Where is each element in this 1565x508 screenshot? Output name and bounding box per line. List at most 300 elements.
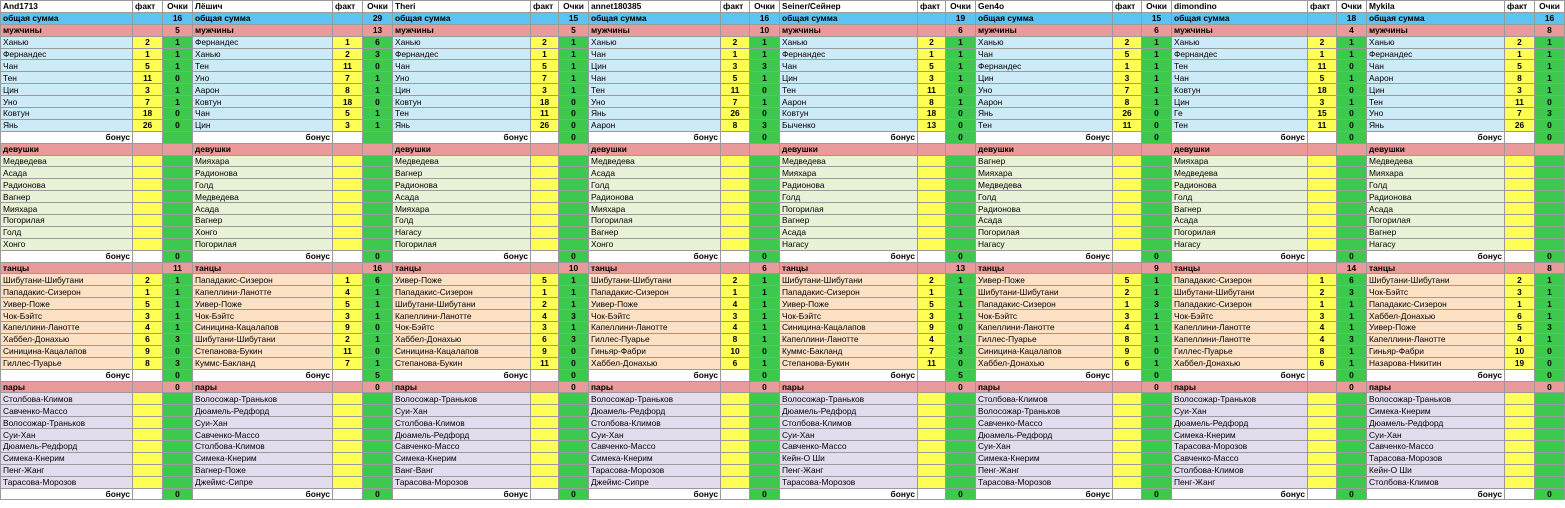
points-cell[interactable] bbox=[1535, 179, 1565, 191]
fact-cell[interactable]: 4 bbox=[721, 322, 750, 334]
skater-name-cell[interactable]: Цин bbox=[589, 60, 721, 72]
skater-name-cell[interactable]: Хонго bbox=[589, 238, 721, 250]
points-cell[interactable] bbox=[1142, 226, 1172, 238]
points-cell[interactable] bbox=[946, 452, 976, 464]
bonus-fact[interactable] bbox=[721, 250, 750, 262]
skater-name-cell[interactable]: Нагасу bbox=[780, 238, 918, 250]
points-cell[interactable]: 1 bbox=[1142, 36, 1172, 48]
points-cell[interactable]: 0 bbox=[1142, 345, 1172, 357]
skater-name-cell[interactable]: Уивер-Поже bbox=[976, 274, 1113, 286]
points-cell[interactable]: 3 bbox=[163, 333, 193, 345]
skater-name-cell[interactable]: Радионова bbox=[193, 167, 333, 179]
skater-name-cell[interactable]: Тен bbox=[1172, 60, 1308, 72]
fact-cell[interactable] bbox=[531, 238, 559, 250]
fact-cell[interactable]: 1 bbox=[1113, 60, 1142, 72]
skater-name-cell[interactable]: Дюамель-Редфорд bbox=[589, 405, 721, 417]
bonus-fact[interactable] bbox=[1308, 131, 1337, 143]
fact-cell[interactable]: 1 bbox=[531, 286, 559, 298]
fact-cell[interactable] bbox=[1308, 429, 1337, 441]
points-cell[interactable]: 6 bbox=[363, 36, 393, 48]
fact-cell[interactable] bbox=[721, 238, 750, 250]
skater-name-cell[interactable]: Аарон bbox=[976, 96, 1113, 108]
fact-cell[interactable] bbox=[721, 167, 750, 179]
fact-cell[interactable] bbox=[1505, 429, 1535, 441]
skater-name-cell[interactable]: Капеллини-Ланотте bbox=[1, 322, 133, 334]
points-cell[interactable]: 1 bbox=[1142, 274, 1172, 286]
skater-name-cell[interactable]: Столбова-Климов bbox=[1367, 476, 1505, 488]
points-cell[interactable]: 3 bbox=[1337, 286, 1367, 298]
skater-name-cell[interactable]: Шибутани-Шибутани bbox=[1, 274, 133, 286]
skater-name-cell[interactable]: Янь bbox=[393, 119, 531, 131]
fact-cell[interactable] bbox=[1113, 476, 1142, 488]
points-cell[interactable]: 1 bbox=[1535, 84, 1565, 96]
points-cell[interactable]: 1 bbox=[163, 96, 193, 108]
fact-cell[interactable]: 7 bbox=[333, 72, 363, 84]
fact-cell[interactable] bbox=[918, 226, 946, 238]
fact-cell[interactable] bbox=[133, 215, 163, 227]
skater-name-cell[interactable]: Кейн-О Ши bbox=[780, 452, 918, 464]
bonus-points[interactable]: 0 bbox=[946, 488, 976, 500]
fact-cell[interactable] bbox=[133, 226, 163, 238]
fact-cell[interactable]: 11 bbox=[133, 72, 163, 84]
points-cell[interactable] bbox=[750, 155, 780, 167]
bonus-fact[interactable] bbox=[531, 488, 559, 500]
fact-cell[interactable] bbox=[1308, 476, 1337, 488]
skater-name-cell[interactable]: Погорилая bbox=[976, 226, 1113, 238]
fact-cell[interactable] bbox=[133, 203, 163, 215]
points-cell[interactable]: 1 bbox=[1535, 298, 1565, 310]
fact-cell[interactable]: 4 bbox=[1505, 333, 1535, 345]
points-cell[interactable]: 1 bbox=[1142, 286, 1172, 298]
bonus-points[interactable]: 0 bbox=[1535, 369, 1565, 381]
skater-name-cell[interactable]: Тарасова-Морозов bbox=[1172, 440, 1308, 452]
skater-name-cell[interactable]: Радионова bbox=[780, 179, 918, 191]
fact-cell[interactable]: 11 bbox=[1505, 96, 1535, 108]
points-cell[interactable] bbox=[1337, 191, 1367, 203]
points-cell[interactable] bbox=[363, 179, 393, 191]
skater-name-cell[interactable]: Цин bbox=[1172, 96, 1308, 108]
fact-cell[interactable]: 4 bbox=[918, 333, 946, 345]
points-cell[interactable]: 1 bbox=[163, 36, 193, 48]
points-cell[interactable] bbox=[163, 215, 193, 227]
bonus-fact[interactable] bbox=[918, 131, 946, 143]
skater-name-cell[interactable]: Симека-Кнерим bbox=[193, 452, 333, 464]
fact-cell[interactable] bbox=[918, 452, 946, 464]
skater-name-cell[interactable]: Голд bbox=[193, 179, 333, 191]
skater-name-cell[interactable]: Капеллини-Ланотте bbox=[1172, 333, 1308, 345]
points-cell[interactable]: 1 bbox=[163, 84, 193, 96]
points-cell[interactable] bbox=[946, 429, 976, 441]
skater-name-cell[interactable]: Медведева bbox=[976, 179, 1113, 191]
points-cell[interactable]: 1 bbox=[1337, 72, 1367, 84]
fact-cell[interactable] bbox=[918, 464, 946, 476]
fact-cell[interactable] bbox=[133, 417, 163, 429]
skater-name-cell[interactable]: Суи-Хан bbox=[1172, 405, 1308, 417]
fact-cell[interactable]: 11 bbox=[333, 60, 363, 72]
skater-name-cell[interactable]: Уно bbox=[393, 72, 531, 84]
points-cell[interactable]: 1 bbox=[163, 274, 193, 286]
fact-cell[interactable] bbox=[133, 393, 163, 405]
points-cell[interactable]: 0 bbox=[750, 345, 780, 357]
fact-cell[interactable] bbox=[333, 452, 363, 464]
fact-cell[interactable] bbox=[1308, 238, 1337, 250]
points-cell[interactable]: 1 bbox=[750, 310, 780, 322]
fact-cell[interactable] bbox=[1113, 226, 1142, 238]
skater-name-cell[interactable]: Погорилая bbox=[1, 215, 133, 227]
skater-name-cell[interactable]: Степанова-Букин bbox=[393, 357, 531, 369]
points-cell[interactable] bbox=[1337, 155, 1367, 167]
skater-name-cell[interactable]: Суи-Хан bbox=[1367, 429, 1505, 441]
fact-cell[interactable] bbox=[721, 429, 750, 441]
fact-cell[interactable]: 1 bbox=[333, 274, 363, 286]
fact-cell[interactable]: 2 bbox=[1505, 274, 1535, 286]
points-cell[interactable] bbox=[750, 203, 780, 215]
fact-cell[interactable]: 10 bbox=[721, 345, 750, 357]
fact-cell[interactable]: 18 bbox=[1308, 84, 1337, 96]
points-cell[interactable]: 0 bbox=[946, 84, 976, 96]
skater-name-cell[interactable]: Чан bbox=[976, 48, 1113, 60]
points-cell[interactable]: 1 bbox=[946, 310, 976, 322]
fact-cell[interactable]: 5 bbox=[531, 60, 559, 72]
skater-name-cell[interactable]: Тен bbox=[976, 119, 1113, 131]
skater-name-cell[interactable]: Волосожар-Траньков bbox=[1, 417, 133, 429]
points-cell[interactable] bbox=[163, 179, 193, 191]
skater-name-cell[interactable]: Ковтун bbox=[1, 108, 133, 120]
points-cell[interactable]: 1 bbox=[163, 48, 193, 60]
skater-name-cell[interactable]: Вагнер bbox=[976, 155, 1113, 167]
fact-cell[interactable] bbox=[333, 429, 363, 441]
fact-cell[interactable] bbox=[531, 179, 559, 191]
skater-name-cell[interactable]: Ханью bbox=[1367, 36, 1505, 48]
skater-name-cell[interactable]: Погорилая bbox=[193, 238, 333, 250]
bonus-fact[interactable] bbox=[133, 488, 163, 500]
points-cell[interactable] bbox=[1142, 191, 1172, 203]
bonus-points[interactable]: 0 bbox=[750, 369, 780, 381]
fact-cell[interactable] bbox=[1505, 393, 1535, 405]
skater-name-cell[interactable]: Медведева bbox=[193, 191, 333, 203]
points-cell[interactable] bbox=[1535, 464, 1565, 476]
bonus-points[interactable]: 5 bbox=[363, 369, 393, 381]
skater-name-cell[interactable]: Вагнер bbox=[193, 215, 333, 227]
skater-name-cell[interactable]: Цин bbox=[1, 84, 133, 96]
skater-name-cell[interactable]: Радионова bbox=[393, 179, 531, 191]
points-cell[interactable] bbox=[163, 203, 193, 215]
skater-name-cell[interactable]: Асада bbox=[780, 226, 918, 238]
fact-cell[interactable] bbox=[918, 393, 946, 405]
points-cell[interactable]: 1 bbox=[559, 298, 589, 310]
points-cell[interactable] bbox=[1142, 167, 1172, 179]
points-cell[interactable] bbox=[1535, 405, 1565, 417]
points-cell[interactable] bbox=[1535, 167, 1565, 179]
fact-cell[interactable] bbox=[1113, 393, 1142, 405]
fact-cell[interactable]: 6 bbox=[1505, 310, 1535, 322]
skater-name-cell[interactable]: Уно bbox=[1, 96, 133, 108]
fact-cell[interactable]: 6 bbox=[721, 357, 750, 369]
fact-cell[interactable]: 2 bbox=[918, 36, 946, 48]
skater-name-cell[interactable]: Пенг-Жанг bbox=[780, 464, 918, 476]
fact-cell[interactable] bbox=[531, 440, 559, 452]
fact-cell[interactable] bbox=[1308, 417, 1337, 429]
points-cell[interactable]: 3 bbox=[946, 345, 976, 357]
points-cell[interactable] bbox=[750, 405, 780, 417]
skater-name-cell[interactable]: Мияхара bbox=[193, 155, 333, 167]
bonus-points[interactable]: 0 bbox=[1142, 369, 1172, 381]
skater-name-cell[interactable]: Пападакис-Сизерон bbox=[1367, 298, 1505, 310]
fact-cell[interactable] bbox=[333, 476, 363, 488]
fact-cell[interactable] bbox=[531, 191, 559, 203]
bonus-points[interactable]: 0 bbox=[1535, 131, 1565, 143]
skater-name-cell[interactable]: Капеллини-Ланотте bbox=[780, 333, 918, 345]
fact-cell[interactable]: 3 bbox=[133, 84, 163, 96]
skater-name-cell[interactable]: Тарасова-Морозов bbox=[1, 476, 133, 488]
fact-cell[interactable]: 8 bbox=[918, 96, 946, 108]
fact-cell[interactable]: 8 bbox=[1113, 333, 1142, 345]
fact-cell[interactable]: 2 bbox=[1505, 36, 1535, 48]
points-cell[interactable] bbox=[1142, 429, 1172, 441]
skater-name-cell[interactable]: Пападакис-Сизерон bbox=[1172, 298, 1308, 310]
fact-cell[interactable] bbox=[133, 429, 163, 441]
fact-cell[interactable]: 8 bbox=[1113, 96, 1142, 108]
skater-name-cell[interactable]: Уивер-Поже bbox=[193, 298, 333, 310]
skater-name-cell[interactable]: Фернандес bbox=[1367, 48, 1505, 60]
fact-cell[interactable] bbox=[333, 167, 363, 179]
fact-cell[interactable] bbox=[1308, 215, 1337, 227]
points-cell[interactable] bbox=[163, 191, 193, 203]
fact-cell[interactable] bbox=[133, 167, 163, 179]
fact-cell[interactable]: 18 bbox=[133, 108, 163, 120]
skater-name-cell[interactable]: Гиньяр-Фабри bbox=[1367, 345, 1505, 357]
skater-name-cell[interactable]: Тен bbox=[780, 84, 918, 96]
skater-name-cell[interactable]: Назарова-Никитин bbox=[1367, 357, 1505, 369]
skater-name-cell[interactable]: Синицина-Кацалапов bbox=[393, 345, 531, 357]
bonus-fact[interactable] bbox=[531, 250, 559, 262]
points-cell[interactable]: 1 bbox=[1337, 345, 1367, 357]
skater-name-cell[interactable]: Джеймс-Сипре bbox=[589, 476, 721, 488]
bonus-fact[interactable] bbox=[1505, 250, 1535, 262]
fact-cell[interactable] bbox=[918, 179, 946, 191]
fact-cell[interactable] bbox=[1505, 405, 1535, 417]
skater-name-cell[interactable]: Пападакис-Сизерон bbox=[589, 286, 721, 298]
fact-cell[interactable]: 19 bbox=[1505, 357, 1535, 369]
points-cell[interactable] bbox=[559, 191, 589, 203]
skater-name-cell[interactable]: Цин bbox=[193, 119, 333, 131]
skater-name-cell[interactable]: Суи-Хан bbox=[780, 429, 918, 441]
points-cell[interactable] bbox=[1337, 179, 1367, 191]
skater-name-cell[interactable]: Чок-Бэйтс bbox=[1172, 310, 1308, 322]
bonus-points[interactable]: 0 bbox=[1337, 369, 1367, 381]
points-cell[interactable] bbox=[163, 226, 193, 238]
skater-name-cell[interactable]: Вагнер bbox=[780, 215, 918, 227]
points-cell[interactable]: 1 bbox=[1535, 310, 1565, 322]
skater-name-cell[interactable]: Куммс-Бакланд bbox=[193, 357, 333, 369]
skater-name-cell[interactable]: Ханью bbox=[780, 36, 918, 48]
points-cell[interactable] bbox=[1337, 464, 1367, 476]
fact-cell[interactable]: 26 bbox=[531, 119, 559, 131]
points-cell[interactable] bbox=[363, 167, 393, 179]
fact-cell[interactable]: 2 bbox=[133, 274, 163, 286]
points-cell[interactable] bbox=[1337, 405, 1367, 417]
skater-name-cell[interactable]: Тарасова-Морозов bbox=[393, 476, 531, 488]
points-cell[interactable] bbox=[1142, 393, 1172, 405]
fact-cell[interactable]: 9 bbox=[918, 322, 946, 334]
fact-cell[interactable]: 6 bbox=[1113, 357, 1142, 369]
fact-cell[interactable]: 11 bbox=[1113, 119, 1142, 131]
fact-cell[interactable] bbox=[1113, 191, 1142, 203]
bonus-points[interactable]: 0 bbox=[559, 488, 589, 500]
fact-cell[interactable]: 3 bbox=[721, 310, 750, 322]
fact-cell[interactable] bbox=[1308, 405, 1337, 417]
fact-cell[interactable]: 11 bbox=[531, 108, 559, 120]
points-cell[interactable] bbox=[1535, 429, 1565, 441]
fact-cell[interactable] bbox=[1308, 393, 1337, 405]
fact-cell[interactable] bbox=[721, 476, 750, 488]
points-cell[interactable]: 1 bbox=[1142, 84, 1172, 96]
skater-name-cell[interactable]: Асада bbox=[1367, 203, 1505, 215]
points-cell[interactable]: 1 bbox=[750, 48, 780, 60]
skater-name-cell[interactable]: Савченко-Массо bbox=[1367, 440, 1505, 452]
points-cell[interactable] bbox=[1535, 155, 1565, 167]
skater-name-cell[interactable]: Нагасу bbox=[393, 226, 531, 238]
fact-cell[interactable] bbox=[531, 215, 559, 227]
fact-cell[interactable] bbox=[333, 215, 363, 227]
points-cell[interactable]: 0 bbox=[1535, 119, 1565, 131]
points-cell[interactable]: 0 bbox=[1337, 108, 1367, 120]
fact-cell[interactable] bbox=[721, 203, 750, 215]
points-cell[interactable] bbox=[1535, 452, 1565, 464]
fact-cell[interactable] bbox=[1308, 464, 1337, 476]
skater-name-cell[interactable]: Тарасова-Морозов bbox=[589, 464, 721, 476]
points-cell[interactable] bbox=[559, 452, 589, 464]
points-cell[interactable]: 0 bbox=[1337, 84, 1367, 96]
fact-cell[interactable] bbox=[1113, 215, 1142, 227]
skater-name-cell[interactable]: Голд bbox=[393, 215, 531, 227]
points-cell[interactable] bbox=[163, 238, 193, 250]
fact-cell[interactable]: 5 bbox=[133, 60, 163, 72]
skater-name-cell[interactable]: Голд bbox=[1172, 191, 1308, 203]
points-cell[interactable]: 1 bbox=[1337, 357, 1367, 369]
bonus-points[interactable]: 0 bbox=[163, 369, 193, 381]
points-cell[interactable] bbox=[363, 393, 393, 405]
skater-name-cell[interactable]: Тарасова-Морозов bbox=[1367, 452, 1505, 464]
fact-cell[interactable] bbox=[1308, 226, 1337, 238]
skater-name-cell[interactable]: Аарон bbox=[780, 96, 918, 108]
fact-cell[interactable]: 4 bbox=[1308, 333, 1337, 345]
points-cell[interactable]: 0 bbox=[163, 345, 193, 357]
skater-name-cell[interactable]: Чок-Бэйтс bbox=[1, 310, 133, 322]
points-cell[interactable] bbox=[1535, 393, 1565, 405]
points-cell[interactable] bbox=[1337, 393, 1367, 405]
fact-cell[interactable]: 8 bbox=[721, 119, 750, 131]
fact-cell[interactable] bbox=[1113, 440, 1142, 452]
fact-cell[interactable]: 2 bbox=[918, 274, 946, 286]
fact-cell[interactable] bbox=[333, 417, 363, 429]
points-cell[interactable] bbox=[163, 405, 193, 417]
fact-cell[interactable] bbox=[133, 452, 163, 464]
fact-cell[interactable]: 2 bbox=[1113, 286, 1142, 298]
fact-cell[interactable] bbox=[333, 226, 363, 238]
points-cell[interactable]: 1 bbox=[163, 286, 193, 298]
points-cell[interactable]: 1 bbox=[559, 322, 589, 334]
points-cell[interactable]: 1 bbox=[1337, 96, 1367, 108]
skater-name-cell[interactable]: Голд bbox=[1367, 179, 1505, 191]
points-cell[interactable]: 1 bbox=[946, 96, 976, 108]
fact-cell[interactable]: 1 bbox=[133, 286, 163, 298]
skater-name-cell[interactable]: Цин bbox=[976, 72, 1113, 84]
points-cell[interactable]: 1 bbox=[1535, 286, 1565, 298]
skater-name-cell[interactable]: Савченко-Массо bbox=[193, 429, 333, 441]
skater-name-cell[interactable]: Шибутани-Шибутани bbox=[393, 298, 531, 310]
skater-name-cell[interactable]: Чок-Бэйтс bbox=[1367, 286, 1505, 298]
points-cell[interactable]: 0 bbox=[1142, 108, 1172, 120]
skater-name-cell[interactable]: Медведева bbox=[780, 155, 918, 167]
points-cell[interactable]: 1 bbox=[750, 298, 780, 310]
skater-name-cell[interactable]: Фернандес bbox=[976, 60, 1113, 72]
fact-cell[interactable]: 11 bbox=[1308, 60, 1337, 72]
fact-cell[interactable]: 15 bbox=[1308, 108, 1337, 120]
points-cell[interactable] bbox=[1142, 238, 1172, 250]
points-cell[interactable] bbox=[559, 476, 589, 488]
skater-name-cell[interactable]: Вагнер bbox=[1, 191, 133, 203]
skater-name-cell[interactable]: Гиллес-Пуарье bbox=[589, 333, 721, 345]
skater-name-cell[interactable]: Хаббел-Донахью bbox=[1172, 357, 1308, 369]
points-cell[interactable]: 0 bbox=[559, 357, 589, 369]
points-cell[interactable]: 3 bbox=[1337, 333, 1367, 345]
points-cell[interactable]: 1 bbox=[1535, 274, 1565, 286]
points-cell[interactable] bbox=[559, 429, 589, 441]
skater-name-cell[interactable]: Мияхара bbox=[976, 167, 1113, 179]
points-cell[interactable]: 1 bbox=[750, 36, 780, 48]
points-cell[interactable]: 1 bbox=[1337, 48, 1367, 60]
bonus-points[interactable] bbox=[363, 131, 393, 143]
fact-cell[interactable] bbox=[918, 203, 946, 215]
fact-cell[interactable] bbox=[1505, 417, 1535, 429]
skater-name-cell[interactable]: Шибутани-Шибутани bbox=[976, 286, 1113, 298]
fact-cell[interactable] bbox=[1113, 429, 1142, 441]
bonus-fact[interactable] bbox=[1113, 369, 1142, 381]
points-cell[interactable]: 0 bbox=[559, 108, 589, 120]
fact-cell[interactable]: 4 bbox=[1113, 322, 1142, 334]
fact-cell[interactable] bbox=[721, 440, 750, 452]
bonus-fact[interactable] bbox=[918, 369, 946, 381]
fact-cell[interactable] bbox=[531, 226, 559, 238]
bonus-points[interactable]: 0 bbox=[1142, 131, 1172, 143]
points-cell[interactable]: 1 bbox=[1142, 72, 1172, 84]
skater-name-cell[interactable]: Погорилая bbox=[1367, 215, 1505, 227]
skater-name-cell[interactable]: Радионова bbox=[1, 179, 133, 191]
fact-cell[interactable]: 5 bbox=[333, 298, 363, 310]
points-cell[interactable] bbox=[363, 476, 393, 488]
fact-cell[interactable] bbox=[1113, 155, 1142, 167]
points-cell[interactable] bbox=[559, 167, 589, 179]
skater-name-cell[interactable]: Фернандес bbox=[1172, 48, 1308, 60]
skater-name-cell[interactable]: Дюамель-Редфорд bbox=[1172, 417, 1308, 429]
bonus-points[interactable]: 0 bbox=[1337, 250, 1367, 262]
points-cell[interactable] bbox=[559, 215, 589, 227]
fact-cell[interactable] bbox=[133, 238, 163, 250]
bonus-points[interactable]: 0 bbox=[1142, 488, 1172, 500]
points-cell[interactable]: 1 bbox=[559, 72, 589, 84]
fact-cell[interactable] bbox=[333, 191, 363, 203]
points-cell[interactable]: 1 bbox=[946, 60, 976, 72]
skater-name-cell[interactable]: Пападакис-Сизерон bbox=[976, 298, 1113, 310]
skater-name-cell[interactable]: Суи-Хан bbox=[393, 405, 531, 417]
points-cell[interactable] bbox=[946, 393, 976, 405]
fact-cell[interactable]: 5 bbox=[918, 60, 946, 72]
fact-cell[interactable] bbox=[531, 429, 559, 441]
fact-cell[interactable]: 8 bbox=[721, 333, 750, 345]
fact-cell[interactable]: 4 bbox=[721, 298, 750, 310]
points-cell[interactable]: 1 bbox=[946, 298, 976, 310]
